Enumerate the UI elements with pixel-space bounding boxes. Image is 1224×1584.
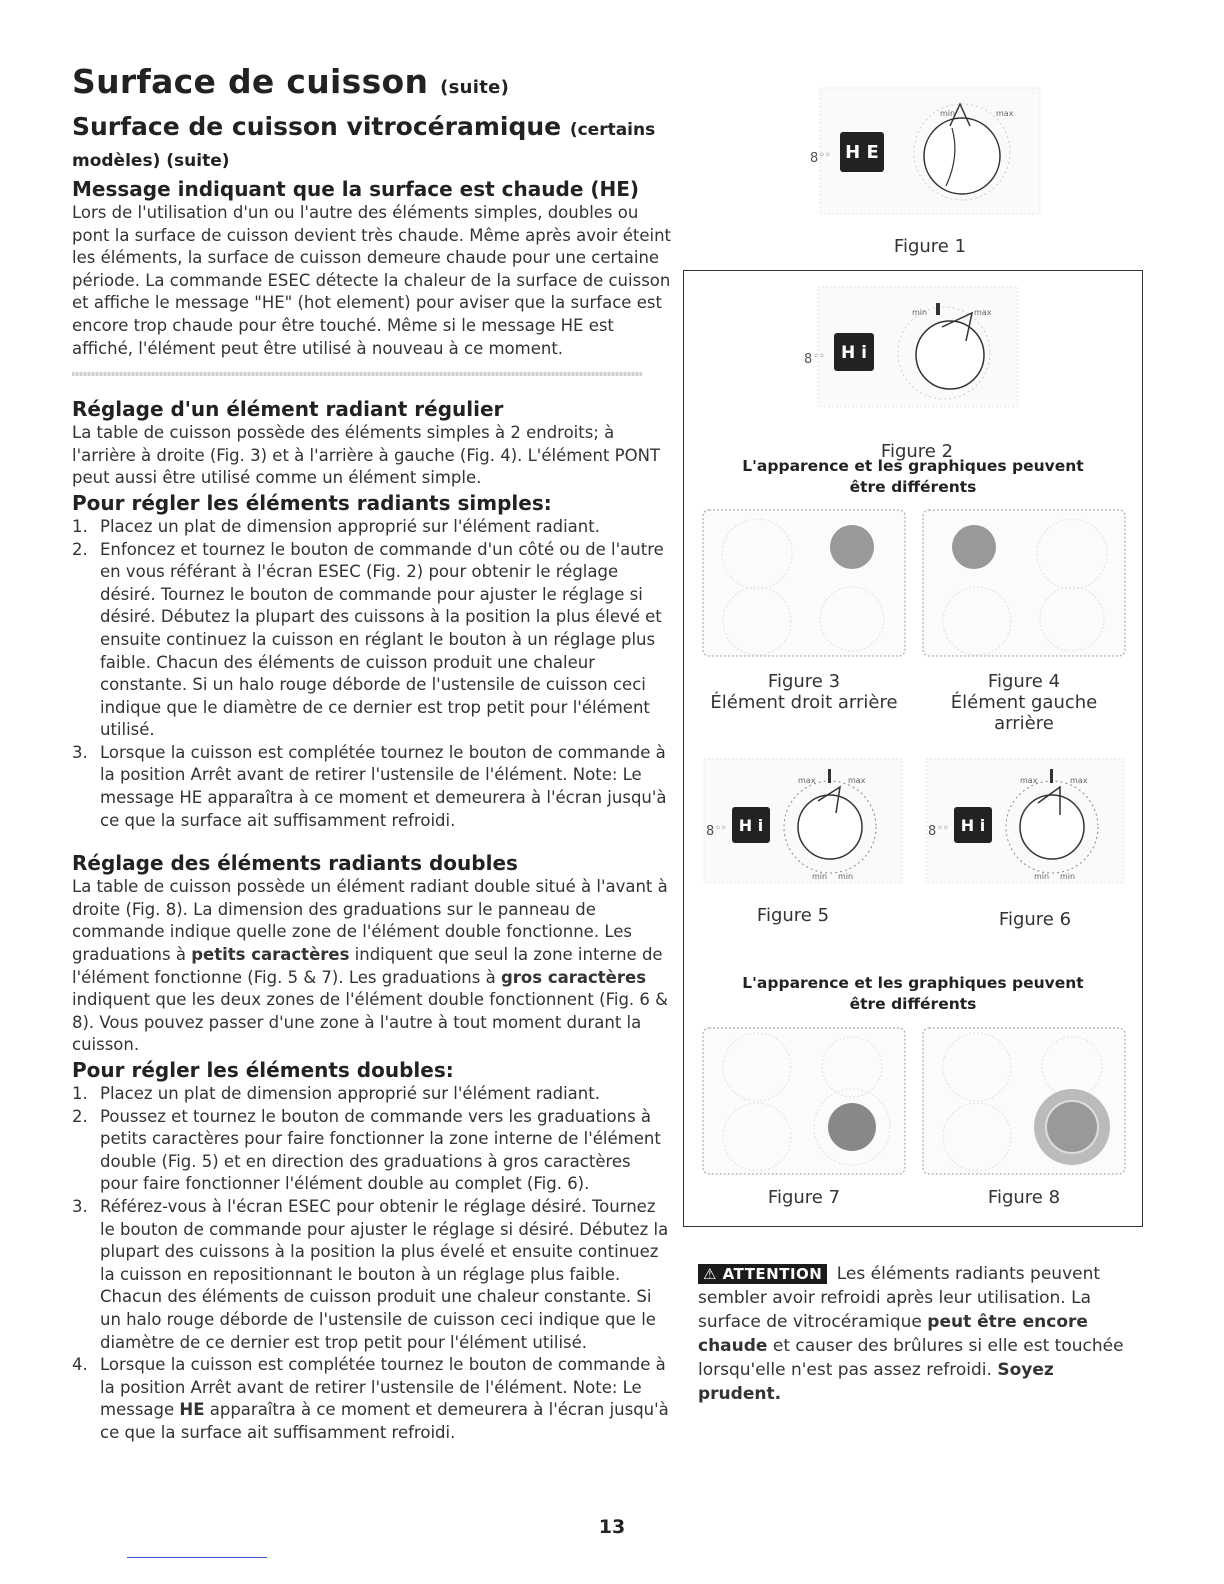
control-display-illustration (802, 285, 1032, 415)
svg-text:min: min (838, 872, 854, 881)
appearance-note: L'apparence et les graphiques peuvent être différents (742, 457, 1084, 496)
main-column (72, 62, 672, 1445)
page-title: Surface de cuisson (suite) (72, 62, 510, 101)
double-heading: Réglage des éléments radiants doubles (72, 851, 518, 876)
figure-6 (920, 757, 1130, 930)
hot-surface-heading: Message indiquant que la surface est chaude (HE) (72, 177, 640, 201)
svg-text:max: max (974, 308, 992, 317)
cooktop-illustration (702, 509, 906, 659)
list-item: 3. Référez-vous à l'écran ESEC pour obtenir le réglage désiré. Tournez le bouton de commande pour ajuster le réglage si désiré. Débutez la plupart des cuissons à la position la plus évelé et ensuite continuez la cuisson en repositionnant le bouton à un réglage plus faible. Chacun des éléments de cuisson produit une chaleur constante. Si un halo rouge déborde de l'ustensile de cuisson ceci indique que le diamètre de ce dernier est trop petit pour l'élément utilisé. (72, 1196, 669, 1352)
figure-3-subcaption: Élément droit arrière (710, 692, 898, 713)
regular-heading: Réglage d'un élément radiant régulier (72, 397, 504, 422)
svg-text:min: min (912, 308, 928, 317)
svg-text:min: min (1034, 872, 1050, 881)
list-item: 1. Placez un plat de dimension approprié sur l'élément radiant. (72, 516, 600, 536)
figure-4-subcaption: Élément gauche arrière (950, 692, 1098, 734)
footer-line (127, 1557, 267, 1558)
figure-7-caption: Figure 7 (767, 1187, 841, 1208)
figure-3 (702, 509, 906, 713)
list-item: 2. Poussez et tournez le bouton de commande vers les graduations à petits caractères pour faire fonctionner la zone interne de l'élément double (Fig. 5) et en direction des graduations à gros caractères pour faire fonctionner l'élément double au complet (Fig. 6). (72, 1106, 661, 1194)
svg-text:8: 8 (706, 824, 715, 839)
warning-notice: ⚠ ATTENTION Les éléments radiants peuvent sembler avoir refroidi après leur utilisation. La surface de vitrocéramique peut être encore chaude et causer des brûlures si elle est touchée lorsqu'elle n'est pas assez refroidi. Soyez prudent. (698, 1264, 1124, 1404)
active-element (952, 525, 996, 569)
svg-text:8: 8 (928, 824, 937, 839)
regular-steps (72, 516, 672, 832)
svg-text:max: max (848, 776, 866, 785)
hot-surface-text: Lors de l'utilisation d'un ou l'autre des éléments simples, doubles ou pont la surface de cuisson devient très chaude. Même après avoir éteint les éléments, la surface de cuisson demeure chaude pour une certaine période. La commande ESEC détecte la chaleur de la surface de cuisson et affiche le message "HE" (hot element) pour aviser que la surface est encore trop chaude pour être touché. Même si le message HE est affiché, l'élément peut être utilisé à nouveau à ce moment. (72, 203, 671, 358)
appearance-note: L'apparence et les graphiques peuvent être différents (742, 974, 1084, 1013)
svg-text:◦◦: ◦◦ (937, 823, 949, 834)
svg-text:◦◦: ◦◦ (813, 351, 825, 362)
active-element (830, 525, 874, 569)
figure-5-caption: Figure 5 (756, 905, 830, 926)
svg-text:max: max (1020, 776, 1038, 785)
figure-6-caption: Figure 6 (998, 909, 1072, 930)
svg-text:H i: H i (841, 343, 867, 363)
control-display-illustration (698, 757, 908, 887)
double-text: La table de cuisson possède un élément radiant double situé à l'avant à droite (Fig. 8). La dimension des graduations sur le panneau de commande indique quelle zone de l'élément double fonctionne. Les graduations à petits caractères indiquent que seul la zone interne de l'élément fonctionne (Fig. 5 & 7). Les graduations à gros caractères indiquent que les deux zones de l'élément double fonctionnent (Fig. 6 & 8). Vous pouvez passer d'une zone à l'autre à tout moment durant la cuisson. (72, 877, 669, 1055)
list-item: 1. Placez un plat de dimension approprié sur l'élément radiant. (72, 1084, 600, 1103)
svg-text:min: min (940, 109, 956, 118)
svg-text:8: 8 (804, 352, 813, 367)
double-subheading: Pour régler les éléments doubles: (72, 1058, 454, 1082)
page-number: 13 (598, 1516, 626, 1538)
svg-text:max: max (1070, 776, 1088, 785)
svg-text:◦◦: ◦◦ (819, 150, 831, 161)
active-element (1046, 1101, 1098, 1153)
figure-2-caption: Figure 2 (880, 441, 954, 462)
section-title: Surface de cuisson vitrocéramique (certains (72, 112, 656, 141)
cooktop-illustration (702, 1027, 906, 1177)
figure-3-caption: Figure 3 (767, 671, 841, 692)
figures-frame (683, 270, 1143, 1227)
svg-text:H E: H E (845, 142, 879, 163)
section-title-cont: modèles) (suite) (72, 151, 230, 171)
svg-text:min: min (812, 872, 828, 881)
active-element (828, 1103, 876, 1151)
list-item: 3. Lorsque la cuisson est complétée tournez le bouton de commande à la position Arrêt avant de retirer l'ustensile de l'élément. Note: Le message HE apparaîtra à ce moment et demeurera à l'écran jusqu'à ce que la surface ait suffisamment refroidi. (72, 742, 667, 830)
svg-text:H i: H i (738, 816, 764, 835)
list-item: 2. Enfoncez et tournez le bouton de commande d'un côté ou de l'autre en vous référant à l'écran ESEC (Fig. 2) pour obtenir le réglage désiré. Tournez le bouton de commande pour ajuster le réglage si désiré. Débutez la plupart des cuissons à la position la plus élevé et ensuite continuez la cuisson en réglant le bouton à un réglage plus faible. Chacun des éléments de cuisson produit une chaleur constante. Si un halo rouge déborde de l'ustensile de cuisson ceci indique que le diamètre de ce dernier est trop petit pour l'élément utilisé. (72, 539, 664, 740)
divider (72, 372, 642, 376)
cooktop-illustration (922, 1027, 1126, 1177)
svg-text:◦◦: ◦◦ (715, 823, 727, 834)
regular-text: La table de cuisson possède des éléments simples à 2 endroits; à l'arrière à droite (Fig. 3) et à l'arrière à gauche (Fig. 4). L'élément PONT peut aussi être utilisé comme un élément simple. (72, 423, 660, 488)
cooktop-illustration (922, 509, 1126, 659)
control-display-illustration (920, 757, 1130, 887)
double-steps (72, 1083, 672, 1445)
svg-text:min: min (1060, 872, 1076, 881)
regular-subheading: Pour régler les éléments radiants simples: (72, 490, 552, 515)
figure-4-caption: Figure 4 (987, 671, 1061, 692)
svg-text:H i: H i (960, 816, 986, 835)
figure-2 (802, 285, 1032, 485)
control-display-illustration (800, 86, 1060, 216)
svg-text:8: 8 (810, 151, 819, 166)
svg-text:max: max (996, 109, 1014, 118)
figure-1 (800, 86, 1060, 266)
svg-text:max: max (798, 776, 816, 785)
figure-8-caption: Figure 8 (987, 1187, 1061, 1208)
figure-8 (922, 1027, 1126, 1208)
figure-5 (698, 757, 908, 926)
list-item: 4. Lorsque la cuisson est complétée tournez le bouton de commande à la position Arrêt avant de retirer l'ustensile de l'élément. Note: Le message HE apparaîtra à ce moment et demeurera à l'écran jusqu'à ce que la surface ait suffisamment refroidi. (72, 1355, 669, 1442)
figure-4 (922, 509, 1126, 734)
figure-1-caption: Figure 1 (893, 236, 967, 257)
figure-7 (702, 1027, 906, 1208)
warning-badge: ⚠ ATTENTION (698, 1264, 827, 1284)
